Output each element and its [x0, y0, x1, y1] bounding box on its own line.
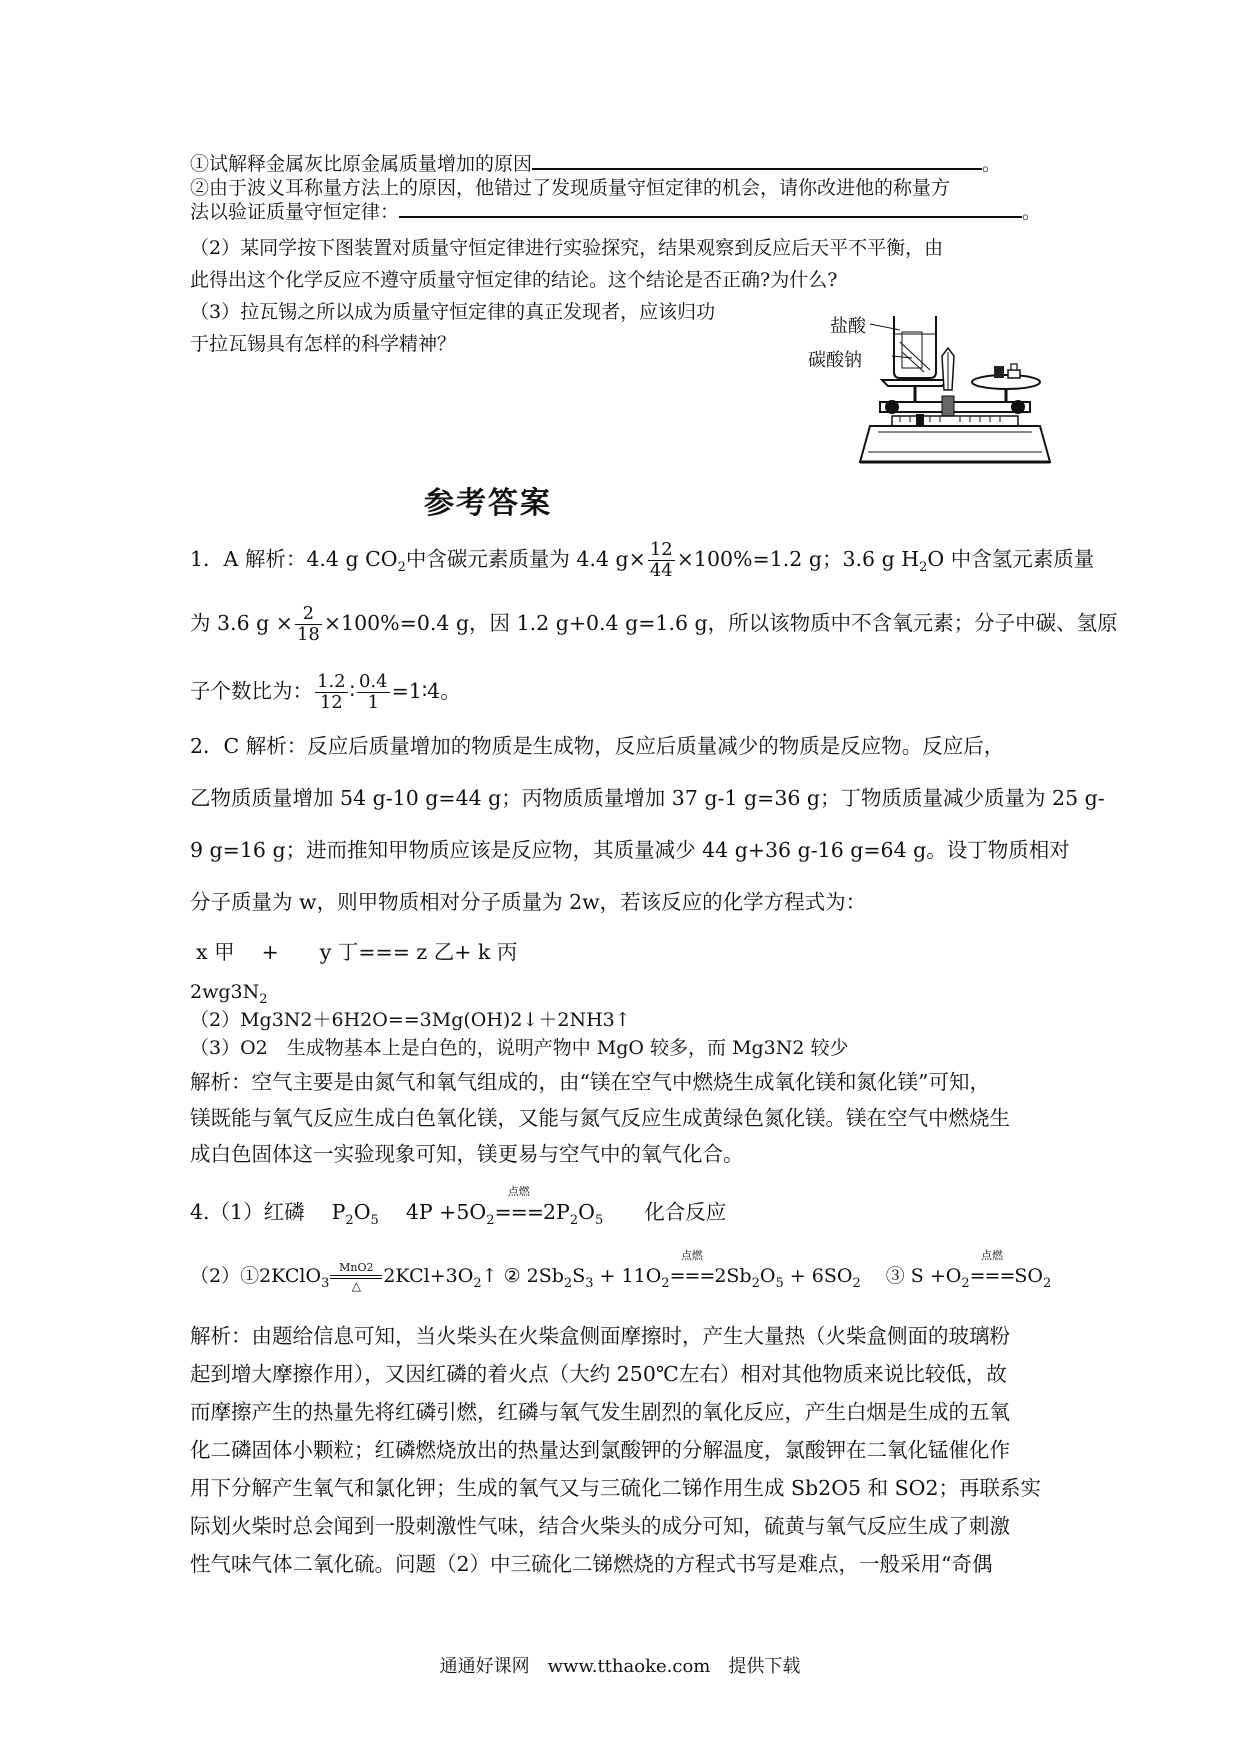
answer-4-line-7: 用下分解产生氧气和氯化钾；生成的氧气又与三硫化二锑作用生成 Sb2O5 和 SO2；再联系实: [190, 1476, 1041, 1500]
question-2b: 此得出这个化学反应不遵守质量守恒定律的结论。这个结论是否正确?为什么?: [190, 269, 838, 291]
frac3-num: 1.2: [317, 671, 346, 692]
question-1-2b-end: 。: [1022, 201, 1042, 223]
frac4-den: 1: [367, 692, 380, 713]
cond-mno2: MnO2: [339, 1261, 374, 1274]
a4-l2-b: ② 2Sb: [503, 1265, 564, 1287]
a1-l1-end: O 中含氢元素质量: [927, 547, 1095, 571]
a1-l2-post: ×100%=0.4 g，因 1.2 g+0.4 g=1.6 g，所以该物质中不含氧元素；分子中碳、氢原: [323, 611, 1118, 635]
frac4-num: 0.4: [358, 671, 388, 692]
page-footer: 通通好课网 www.tthaoke.com 提供下载: [439, 1656, 801, 1677]
fraction-0.4-1: [357, 672, 390, 713]
a3-l1-sub: 2: [259, 991, 268, 1007]
frac3-den: 12: [319, 692, 343, 713]
a1-l1-sub2: 2: [919, 560, 928, 576]
ignite-equals-2: 点燃 ===: [669, 1249, 715, 1287]
answer-1-line-1: [190, 540, 1094, 581]
a4-l1-post: 化合反应: [644, 1200, 727, 1224]
answer-4-line-3: 解析：由题给信息可知，当火柴头在火柴盒侧面摩擦时，产生大量热（火柴盒侧面的玻璃粉: [190, 1324, 1010, 1348]
cond-ignite-2: 点燃: [680, 1249, 703, 1262]
a1-l3-pre: 子个数比为：: [190, 679, 313, 703]
question-1-2b: [190, 200, 1041, 224]
answer-4-line-6: 化二磷固体小颗粒；红磷燃烧放出的热量达到氯酸钾的分解温度，氯酸钾在二氧化锰催化作: [190, 1438, 1010, 1462]
answer-4-line-1: 4.（1）红磷 $P_2O_5$ $4P +5O_2$ 点燃 $===2P_2O_5$ 化合反应: [190, 1185, 727, 1229]
a4-l2-mid: 2KCl+3O: [383, 1265, 474, 1287]
answer-4-line-8: 际划火柴时总会闻到一股刺激性气味，结合火柴头的成分可知，硫黄与氧气反应生成了刺激: [190, 1514, 1010, 1538]
question-1-1-text: ①试解释金属灰比原金属质量增加的原因: [190, 153, 533, 175]
a1-colon: ∶: [349, 679, 355, 703]
answer-2-equation: x 甲 + y 丁=== z 乙+ k 丙: [196, 940, 518, 964]
a1-l2-pre: 为 3.6 g ×: [190, 611, 293, 635]
answer-3-line-2: （2）Mg3N2＋6H2O==3Mg(OH)2↓＋2NH3↑: [190, 1009, 631, 1031]
answer-1-line-3: [190, 672, 461, 713]
a1-l1-mid: 中含碳元素质量为 4.4 g×: [405, 547, 646, 571]
answer-4-line-5: 而摩擦产生的热量先将红磷引燃，红磷与氧气发生剧烈的氧化反应，产生白烟是生成的五氧: [190, 1400, 1010, 1424]
question-2a: （2）某同学按下图装置对质量守恒定律进行实验探究，结果观察到反应后天平不平衡，由: [190, 237, 944, 259]
frac1-num: 12: [649, 539, 673, 560]
label-hydrochloric-acid: 盐酸: [830, 316, 866, 337]
a4-l2-pre: （2）①2KClO: [190, 1265, 322, 1287]
cond-ignite-3: 点燃: [981, 1249, 1004, 1262]
cond-heat: △: [351, 1279, 361, 1293]
a1-l1-pre: 1．A 解析：4.4 g CO: [190, 547, 398, 571]
a4-l2-c: ③ S +O: [885, 1265, 962, 1287]
question-3a: （3）拉瓦锡之所以成为质量守恒定律的真正发现者，应该归功: [190, 301, 716, 323]
balance-drawing: [830, 312, 1060, 472]
ignite-equals-1: 点燃 ===: [494, 1185, 544, 1224]
answer-4-line-4: 起到增大摩擦作用），又因红磷的着火点（大约 250℃左右）相对其他物质来说比较低，故: [190, 1362, 1007, 1386]
answer-1-line-2: [190, 604, 1118, 645]
answer-2-line-1: 2．C 解析：反应后质量增加的物质是生成物，反应后质量减少的物质是反应物。反应后，: [190, 734, 1005, 758]
answers-title: 参考答案: [424, 486, 552, 521]
question-1-2b-text: 法以验证质量守恒定律：: [190, 201, 400, 223]
fraction-1.2-12: [315, 672, 348, 713]
balance-apparatus-figure: [808, 312, 1060, 472]
answer-3-line-6: 成白色固体这一实验现象可知，镁更易与空气中的氧气化合。: [190, 1142, 744, 1166]
answer-3-line-3: （3）O2 生成物基本上是白色的，说明产物中 MgO 较多，而 Mg3N2 较少: [190, 1037, 849, 1059]
question-1-2a: ②由于波义耳称量方法上的原因，他错过了发现质量守恒定律的机会，请你改进他的称量方: [190, 177, 951, 199]
fraction-2-18: [295, 604, 322, 645]
frac1-den: 44: [649, 560, 673, 581]
question-1-1-end: 。: [982, 153, 1002, 175]
a3-l1-text: 2wg3N: [190, 981, 260, 1003]
a1-l1-post: ×100%=1.2 g；3.6 g H: [676, 547, 920, 571]
catalyst-heat-condition: [330, 1262, 382, 1292]
question-1-1: [190, 152, 1001, 176]
answer-2-line-4: 分子质量为 w，则甲物质相对分子质量为 2w，若该反应的化学方程式为：: [190, 890, 867, 914]
answer-3-line-5: 镁既能与氧气反应生成白色氧化镁，又能与氮气反应生成黄绿色氮化镁。镁在空气中燃烧生: [190, 1106, 1010, 1130]
a1-l3-post: =1∶4。: [391, 679, 461, 703]
a1-l1-sub: 2: [397, 560, 406, 576]
answer-blank-2: [399, 200, 1022, 218]
answer-2-line-2: 乙物质质量增加 54 g-10 g=44 g；丙物质质量增加 37 g-1 g=36 g；丁物质质量减少质量为 25 g-: [190, 786, 1105, 810]
question-3b: 于拉瓦锡具有怎样的科学精神？: [190, 333, 457, 355]
answer-2-line-3: 9 g=16 g；进而推知甲物质应该是反应物，其质量减少 44 g+36 g-16 g=64 g。设丁物质相对: [190, 838, 1070, 862]
answer-3-line-4: 解析：空气主要是由氮气和氧气组成的，由“镁在空气中燃烧生成氧化镁和氮化镁”可知，: [190, 1070, 990, 1094]
a4-l1-pre: 4.（1）红磷 P: [190, 1200, 346, 1224]
answer-4-line-2: （2）①2KClO$_3$ MnO2 △ $2KCl+3O_2↑$ ② $2Sb_2S_3 + 11O_2$ 点燃 $===2Sb_2O_5 + 6SO_2$ ③ $S +O_2$ 点燃 $===SO_2$: [190, 1249, 1052, 1293]
cond-ignite-1: 点燃: [507, 1185, 530, 1198]
label-sodium-carbonate: 碳酸钠: [808, 350, 862, 371]
ignite-equals-3: 点燃 ===: [969, 1249, 1015, 1287]
frac2-den: 18: [296, 624, 320, 645]
answer-4-line-9: 性气味气体二氧化硫。问题（2）中三硫化二锑燃烧的方程式书写是难点，一般采用“奇偶: [190, 1552, 993, 1576]
fraction-12-44: [648, 540, 675, 581]
frac2-num: 2: [295, 604, 322, 625]
answer-blank-1: [532, 152, 982, 170]
